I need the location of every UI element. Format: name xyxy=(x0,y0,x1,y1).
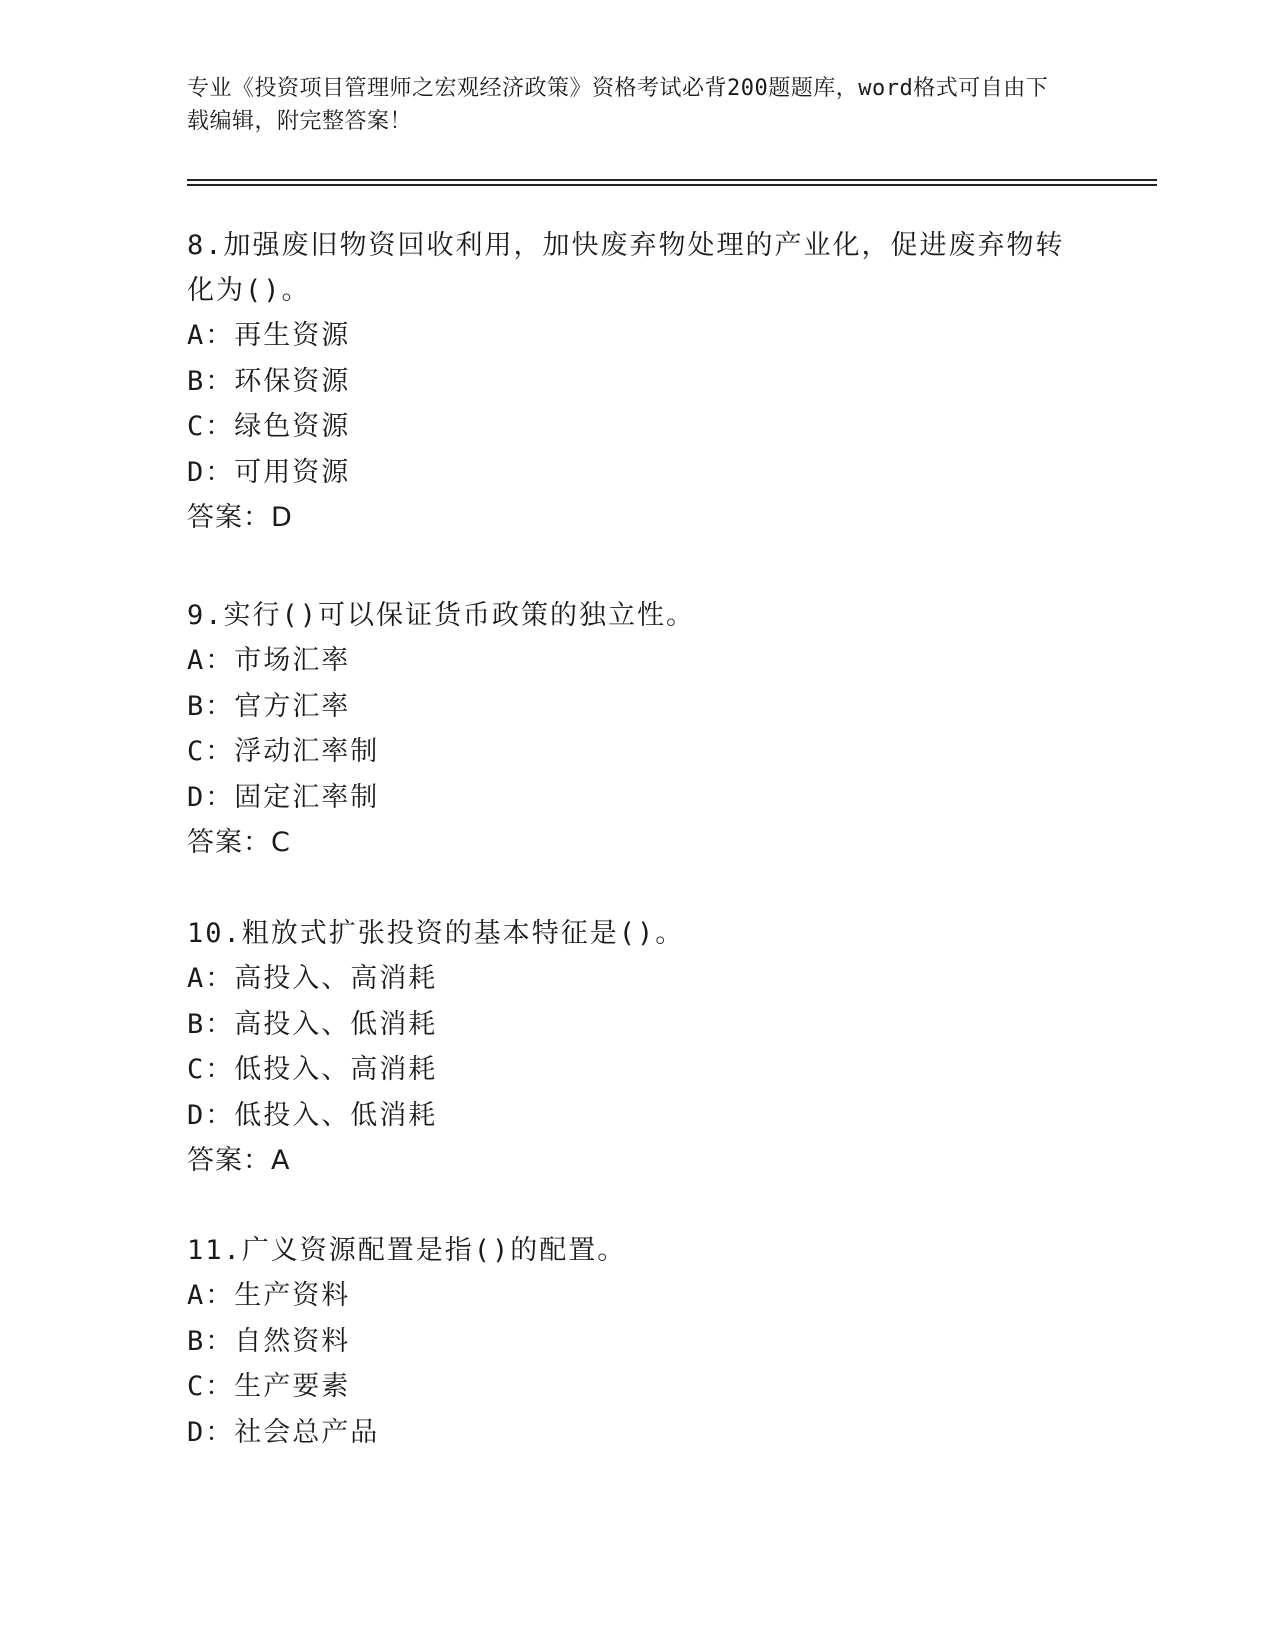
option-a: A：生产资料 xyxy=(187,1280,351,1311)
option-a: A：高投入、高消耗 xyxy=(187,963,438,994)
option-a: A：市场汇率 xyxy=(187,645,351,676)
option-c: C：生产要素 xyxy=(187,1371,351,1402)
question-stem: 11.广义资源配置是指()的配置。 xyxy=(187,1235,627,1266)
option-b: B：环保资源 xyxy=(187,365,351,397)
option-d: D：低投入、低消耗 xyxy=(187,1099,438,1131)
answer: 答案：A xyxy=(187,1145,291,1176)
option-c: C：绿色资源 xyxy=(187,411,351,442)
question-stem: 8.加强废旧物资回收利用，加快废弃物处理的产业化，促进废弃物转化为()。 xyxy=(187,230,1065,306)
question-block xyxy=(187,1228,1067,1455)
option-c: C：低投入、高消耗 xyxy=(187,1054,438,1085)
answer: 答案：D xyxy=(187,502,293,533)
option-b: B：自然资料 xyxy=(187,1325,351,1357)
option-d: D：可用资源 xyxy=(187,456,351,488)
question-block xyxy=(187,911,1067,1184)
question-stem: 9.实行()可以保证货币政策的独立性。 xyxy=(187,600,696,631)
question-stem: 10.粗放式扩张投资的基本特征是()。 xyxy=(187,918,685,949)
question-block xyxy=(187,593,1067,866)
answer: 答案：C xyxy=(187,827,291,858)
document-header: 专业《投资项目管理师之宏观经济政策》资格考试必背200题题库，word格式可自由下载编辑，附完整答案！ xyxy=(187,76,1049,134)
option-b: B：高投入、低消耗 xyxy=(187,1008,438,1040)
option-b: B：官方汇率 xyxy=(187,690,351,722)
option-d: D：社会总产品 xyxy=(187,1416,380,1448)
option-c: C：浮动汇率制 xyxy=(187,736,380,767)
header-rule-bottom xyxy=(187,184,1157,186)
option-a: A：再生资源 xyxy=(187,320,351,351)
header-rule-top xyxy=(187,179,1157,181)
question-block xyxy=(187,223,1067,541)
option-d: D：固定汇率制 xyxy=(187,781,380,813)
